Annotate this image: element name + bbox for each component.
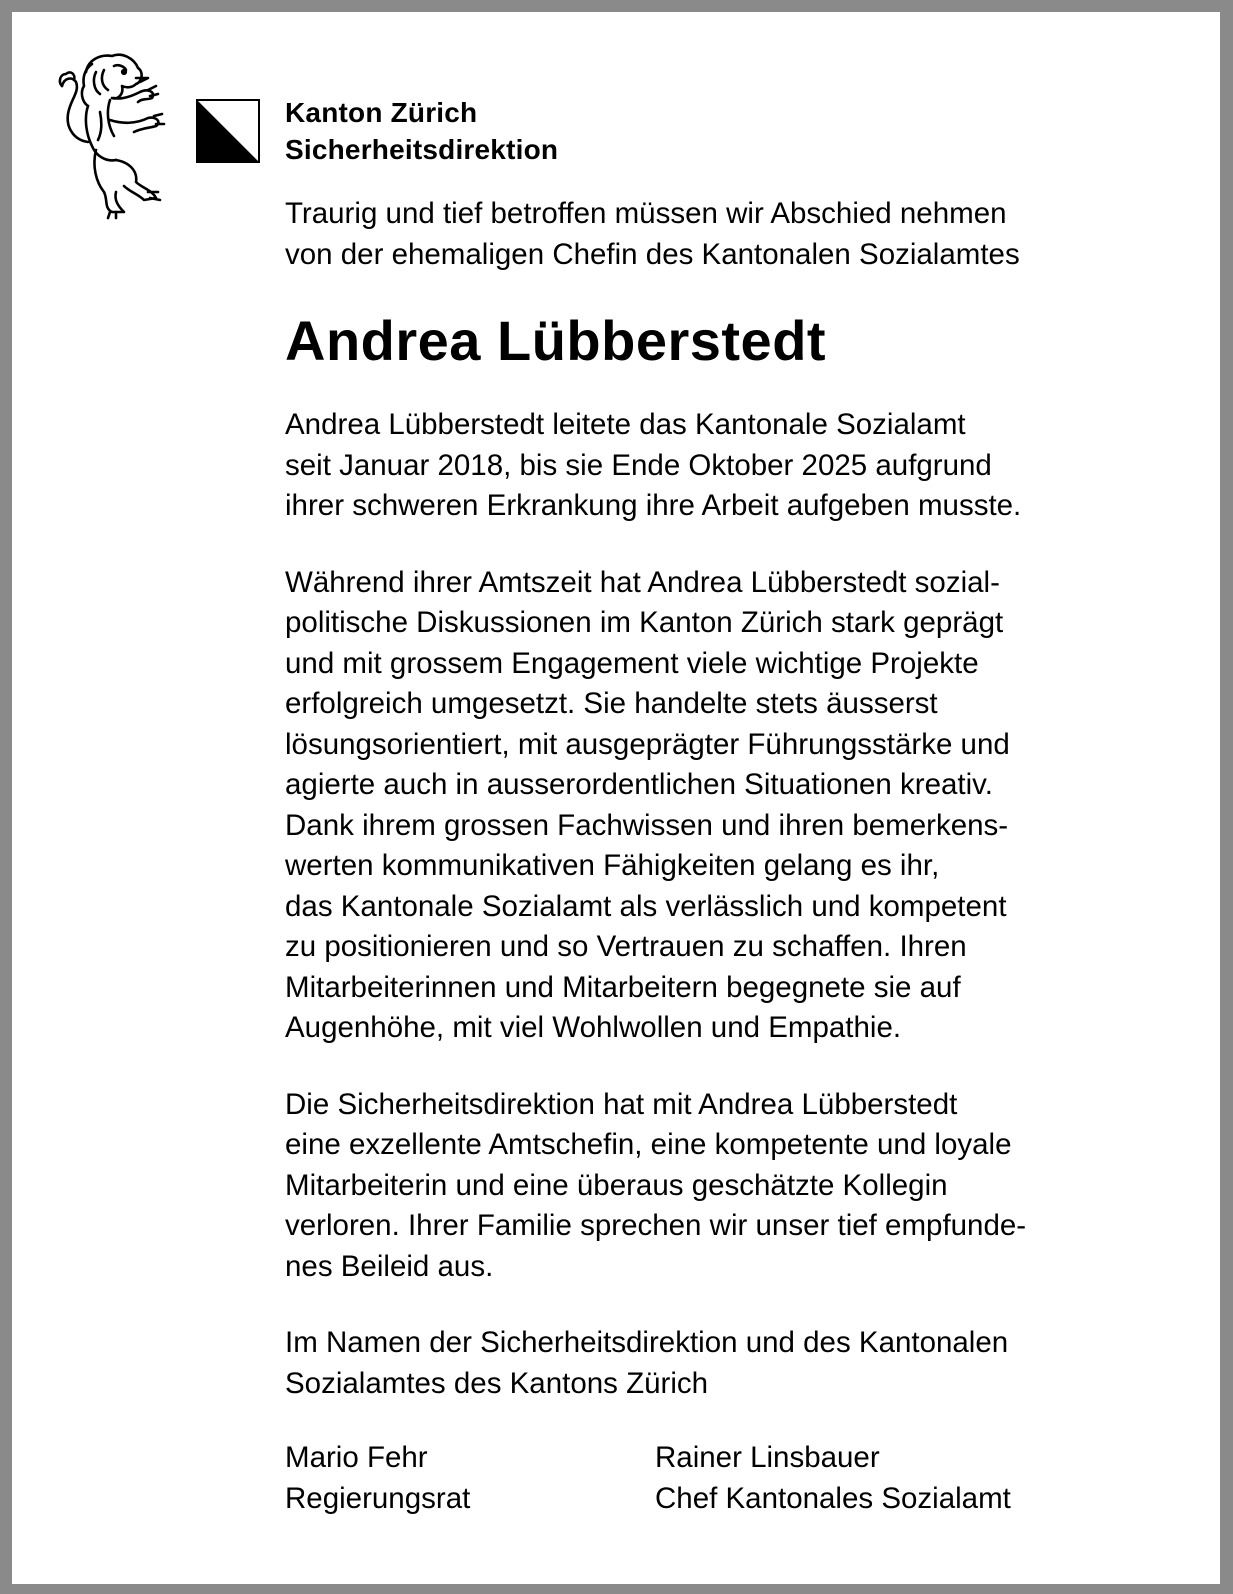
signatory	[655, 1438, 1025, 1519]
signatory-name: Mario Fehr	[285, 1441, 428, 1474]
text-line: Die Sicherheitsdirektion hat mit Andrea Lübberstedt	[285, 1087, 958, 1121]
text-line: Andrea Lübberstedt leitete das Kantonale Sozialamt	[285, 408, 966, 441]
directorate-name: Sicherheitsdirektion	[285, 134, 559, 165]
text-line: nes Beileid aus.	[285, 1249, 494, 1283]
text-line: erfolgreich umgesetzt. Sie handelte stets äusserst	[285, 687, 938, 720]
organization-name	[285, 94, 558, 168]
text-line: Augenhöhe, mit viel Wohlwollen und Empathie.	[285, 1011, 902, 1044]
text-line: Im Namen der Sicherheitsdirektion und des Kantonalen	[285, 1326, 1009, 1359]
text-line: und mit grossem Engagement viele wichtige Projekte	[285, 646, 979, 680]
text-line: Während ihrer Amtszeit hat Andrea Lübberstedt sozial-	[285, 565, 1000, 599]
signatory	[285, 1438, 655, 1519]
text-line: ihrer schweren Erkrankung ihre Arbeit aufgeben musste.	[285, 489, 1022, 522]
signatory-title: Regierungsrat	[285, 1481, 471, 1515]
signatory-name: Rainer Linsbauer	[655, 1441, 880, 1474]
text-line: politische Diskussionen im Kanton Zürich stark geprägt	[285, 606, 1004, 639]
text-line: eine exzellente Amtschefin, eine kompetente und loyale	[285, 1128, 1012, 1161]
notice-body	[285, 194, 1165, 1519]
text-line: Mitarbeiterinnen und Mitarbeitern begegnete sie auf	[285, 970, 961, 1004]
text-line: zu positionieren und so Vertrauen zu schaffen. Ihren	[285, 930, 967, 963]
deceased-name: Andrea Lübberstedt	[285, 309, 827, 372]
text-line: Sozialamtes des Kantons Zürich	[285, 1366, 709, 1400]
obituary-notice	[12, 12, 1220, 1584]
text-line: Traurig und tief betroffen müssen wir Abschied nehmen	[285, 197, 1007, 230]
text-line: werten kommunikativen Fähigkeiten gelang es ihr,	[285, 849, 940, 882]
text-line: Dank ihrem grossen Fachwissen und ihren bemerkens-	[285, 808, 1009, 842]
intro-paragraph	[285, 194, 1165, 275]
closing-paragraph	[285, 1323, 1165, 1404]
text-line: verloren. Ihrer Familie sprechen wir unser tief empfunde-	[285, 1209, 1027, 1242]
tribute-paragraph	[285, 563, 1165, 1049]
career-paragraph	[285, 405, 1165, 527]
text-line: seit Januar 2018, bis sie Ende Oktober 2025 aufgrund	[285, 448, 992, 482]
text-line: das Kantonale Sozialamt als verlässlich und kompetent	[285, 889, 1007, 923]
condolence-paragraph	[285, 1085, 1165, 1288]
lion-emblem-icon	[52, 42, 170, 220]
text-line: Mitarbeiterin und eine überaus geschätzte Kollegin	[285, 1168, 948, 1202]
signatory-title: Chef Kantonales Sozialamt	[655, 1481, 1011, 1515]
canton-name: Kanton Zürich	[285, 97, 478, 128]
text-line: agierte auch in ausserordentlichen Situationen kreativ.	[285, 768, 993, 801]
signatures	[285, 1438, 1165, 1519]
text-line: von der ehemaligen Chefin des Kantonalen Sozialamtes	[285, 237, 1020, 271]
text-line: lösungsorientiert, mit ausgeprägter Führungsstärke und	[285, 727, 1010, 761]
canton-flag-icon	[196, 99, 260, 163]
